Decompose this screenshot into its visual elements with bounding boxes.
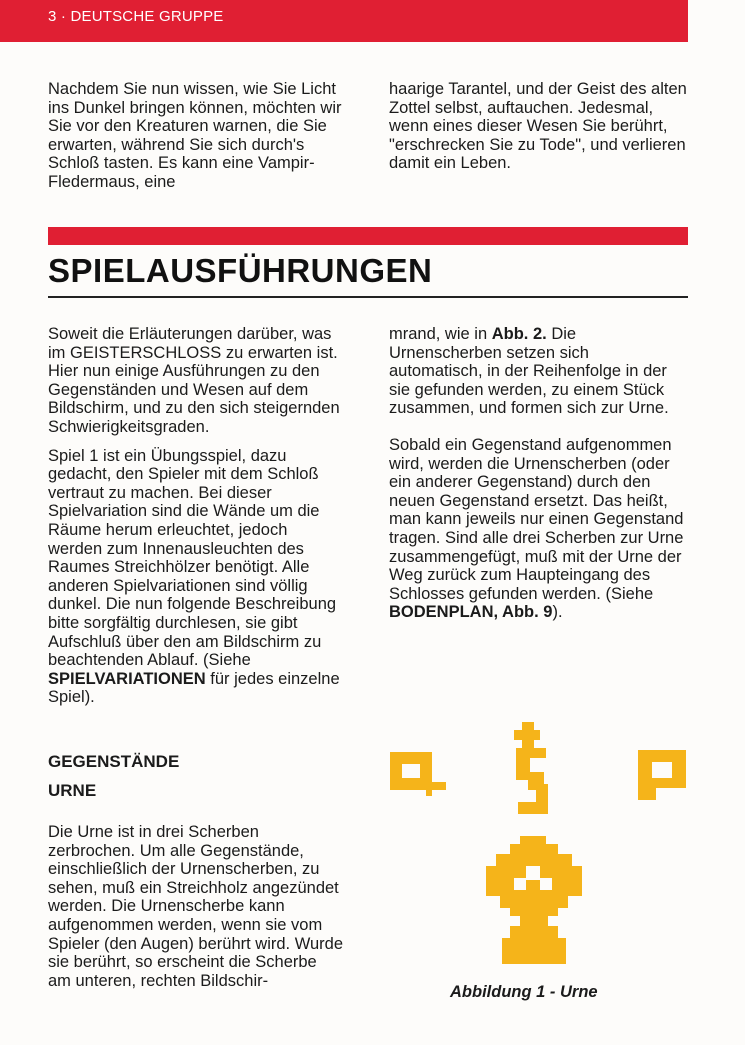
right-paragraph-2-text-b: ). bbox=[552, 603, 563, 622]
intro-left-text: Nachdem Sie nun wissen, wie Sie Licht ins Dunkel bringen können, möchten wir Sie vor den Kreaturen warnen, die Sie erwarten, während Sie sich durch's Schloß tasten. Es kann eine Vampir-Fledermaus, eine bbox=[48, 80, 342, 191]
urn-shard-middle-icon bbox=[514, 722, 548, 814]
subhead-gegenstaende: GEGENSTÄNDE bbox=[48, 752, 180, 771]
left-paragraph-2-text-a: Spiel 1 ist ein Übungsspiel, dazu gedacht, den Spieler mit dem Schloß vertraut zu machen. Bei dieser Spielvariation sind die Wände um die Räume herum erleuchtet, jedoch werden zum Innenausleuchten des Raumes Streichhölzer benötigt. Alle anderen Spielvariationen sind völlig dunkel. Die nun folgende Beschreibung bitte sorgfältig durchlesen, sie gibt Aufschluß über den am Bildschirm zu beachtenden Ablauf. (Siehe bbox=[48, 446, 337, 670]
title-underline bbox=[48, 296, 688, 298]
abb2-reference: Abb. 2. bbox=[491, 325, 547, 343]
section-left-column-lower bbox=[48, 823, 344, 1000]
spielvariationen-reference: SPIELVARIATIONEN bbox=[48, 669, 206, 688]
figure-caption: Abbildung 1 - Urne bbox=[450, 983, 598, 1001]
intro-left-column bbox=[48, 80, 346, 202]
right-paragraph-2 bbox=[389, 436, 685, 622]
left-paragraph-3: Die Urne ist in drei Scherben zerbrochen. Um alle Gegenstände, einschließlich der Urnenscherben, zu sehen, muß ein Streichholz angezündet werden. Die Urnenscherbe kann aufgenommen werden, wenn sie vom Spieler (den Augen) berührt wird. Wurde sie berührt, so erscheint die Scherbe am unteren, rechten Bildschir- bbox=[48, 823, 344, 990]
intro-right-text: haarige Tarantel, und der Geist des alten Zottel selbst, auftauchen. Jedesmal, wenn eines dieser Wesen Sie berührt, "erschrecken Sie zu Tode", und verlieren damit ein Leben. bbox=[389, 80, 687, 173]
header-bar bbox=[0, 0, 688, 42]
right-paragraph-1 bbox=[389, 325, 685, 418]
right-paragraph-1-text-a: mrand, wie in bbox=[389, 325, 488, 343]
section-divider-bar bbox=[48, 227, 688, 245]
right-paragraph-1-text-b: Die Urnenscherben setzen sich automatisch, in der Reihenfolge in der sie gefunden werden, zu einem Stück zusammen, und formen sich zur Urne. bbox=[389, 325, 669, 418]
urn-figure bbox=[382, 718, 692, 988]
bodenplan-reference: BODENPLAN, Abb. 9 bbox=[389, 603, 553, 622]
section-right-column bbox=[389, 325, 685, 632]
intro-right-column bbox=[389, 80, 689, 183]
subhead-urne: URNE bbox=[48, 781, 97, 800]
urn-assembled-icon bbox=[486, 836, 582, 964]
left-paragraph-2 bbox=[48, 447, 344, 707]
header-section-label: 3 · DEUTSCHE GRUPPE bbox=[48, 8, 224, 25]
urn-shard-left-icon bbox=[390, 752, 446, 796]
right-paragraph-2-text-a: Sobald ein Gegenstand aufgenommen wird, werden die Urnenscherben (oder ein anderer Gegenstand) durch den neuen Gegenstand ersetzt. Das heißt, man kann jeweils nur einen Gegenstand tragen. Sind alle drei Scherben zur Urne zusammengefügt, muß mit der Urne der Weg zurück zum Haupteingang des Schlosses gefunden werden. (Siehe bbox=[389, 435, 684, 603]
left-paragraph-1: Soweit die Erläuterungen darüber, was im GEISTERSCHLOSS zu erwarten ist. Hier nun einige Ausführungen zu den Gegenständen und Wesen auf dem Bildschirm, und zu den sich steigernden Schwierigkeitsgraden. bbox=[48, 325, 340, 436]
urn-shard-right-icon bbox=[638, 750, 686, 800]
left-paragraph-2-text-b: für jedes einzelne Spiel). bbox=[48, 669, 340, 707]
section-left-column bbox=[48, 325, 344, 717]
section-title: SPIELAUSFÜHRUNGEN bbox=[48, 252, 433, 289]
